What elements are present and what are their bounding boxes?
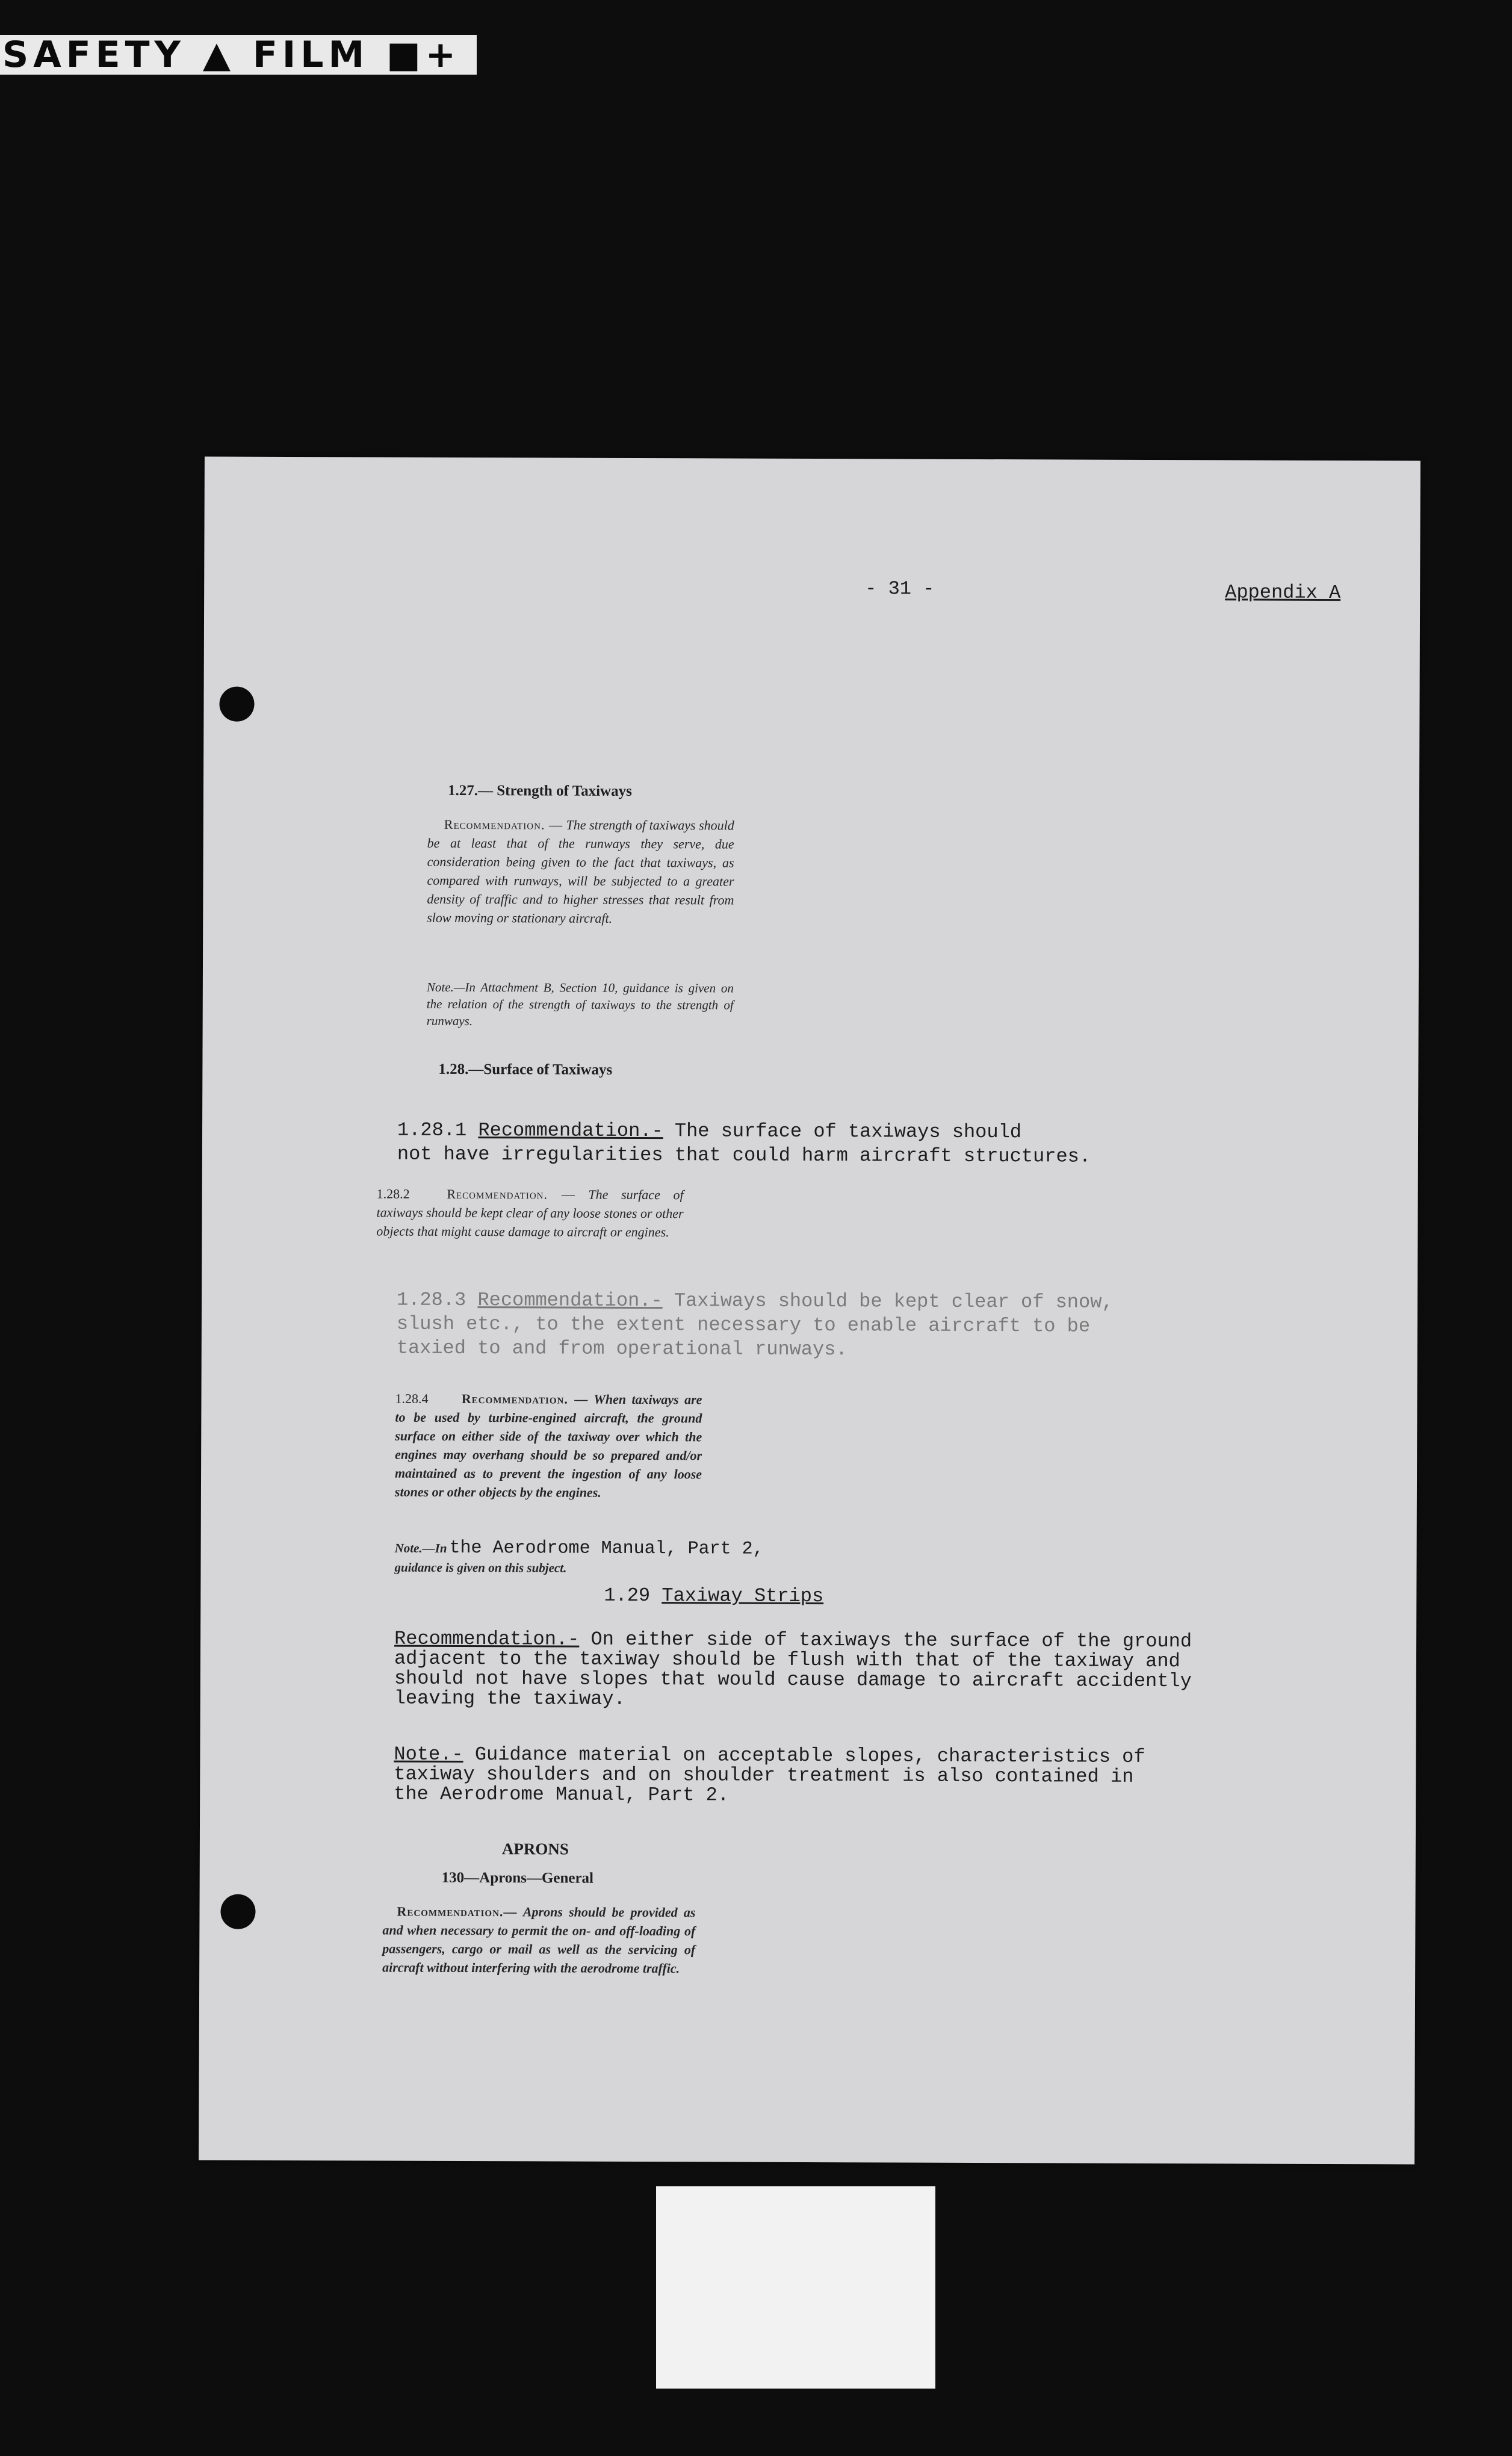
para-line: On either side of taxiways the surface of the ground [590, 1628, 1192, 1653]
para-line: taxiway shoulders and on shoulder treatment is also contained in [394, 1763, 1134, 1788]
para-line: leaving the taxiway. [394, 1687, 625, 1710]
section-1-28-note [394, 1536, 936, 1577]
para-line: adjacent to the taxiway should be flush with that of the taxiway and [394, 1647, 1180, 1673]
section-1-28-1 [397, 1118, 1180, 1170]
note-label: Note.- [394, 1743, 463, 1766]
page-number: - 31 - [865, 577, 935, 600]
note-tail: guidance is given on this subject. [394, 1560, 567, 1575]
punch-hole-top [219, 687, 254, 722]
recommendation-label: Recommendation. — [461, 1391, 589, 1407]
aprons-heading: APRONS [501, 1840, 569, 1858]
punch-hole-bottom [220, 1894, 255, 1929]
recommendation-text: The strength of taxiways should be at least that of the runways they serve, due consideration being given to the fact that taxiways, as compared with runways, will be subjected to a greater density of traffic and to higher stresses that result from slow moving or stationary aircraft. [427, 817, 734, 926]
safety-film-banner: SAFETY ▲ FILM ■+ [0, 35, 477, 75]
recommendation-label: Recommendation. — [444, 816, 563, 833]
section-1-29-note [394, 1744, 1236, 1807]
para-line: taxied to and from operational runways. [396, 1336, 847, 1361]
section-number: 1.29 [604, 1584, 651, 1607]
recommendation-label: Recommendation. — [447, 1186, 575, 1202]
para-line: not have irregularities that could harm aircraft structures. [397, 1143, 1091, 1168]
section-1-28-heading: 1.28.—Surface of Taxiways [438, 1061, 613, 1078]
section-1-29-heading [604, 1584, 823, 1608]
para-line: slush etc., to the extent necessary to enable aircraft to be [396, 1312, 1091, 1338]
para-line: Guidance material on acceptable slopes, characteristics of [474, 1743, 1145, 1768]
recommendation-label: Recommendation.— [397, 1903, 518, 1920]
section-1-28-2 [376, 1184, 683, 1241]
para-line: should not have slopes that would cause damage to aircraft accidently [394, 1667, 1192, 1693]
section-1-29-recommendation [394, 1629, 1237, 1711]
section-1-27-recommendation [427, 815, 734, 928]
section-1-27-note: Note.—In Attachment B, Section 10, guidance is given on the relation of the strength of taxiways to the strength of runways. [426, 979, 734, 1029]
para-text: When taxiways are to be used by turbine-engined aircraft, the ground surface on either side of the taxiway over which the engines may overhang should be so prepared and/or maintained as to prevent the ingestion of any loose stones or other objects by the engines. [394, 1391, 702, 1500]
document-page [199, 456, 1421, 2164]
recommendation-label: Recommendation.- [394, 1627, 580, 1651]
para-text: Aprons should be provided as and when necessary to permit the on- and off-loading of passengers, cargo or mail as well as the servicing of aircraft without interfering with the aerodrome traffic. [382, 1904, 696, 1976]
para-line: the Aerodrome Manual, Part 2. [394, 1782, 730, 1806]
section-1-28-4 [395, 1389, 702, 1502]
note-lead: Note.—In [394, 1540, 447, 1555]
recommendation-label: Recommendation.- [478, 1119, 663, 1143]
note-typed: the Aerodrome Manual, Part 2, [449, 1537, 764, 1560]
para-text: The surface of taxiways should be kept clear of any loose stones or other objects that might cause damage to aircraft or engines. [376, 1186, 684, 1240]
para-line: Taxiways should be kept clear of snow, [674, 1289, 1114, 1313]
para-number: 1.28.2 [376, 1186, 410, 1202]
blank-target-card [656, 2186, 935, 2389]
appendix-label: Appendix A [1225, 581, 1341, 604]
para-number: 1.28.1 [397, 1118, 467, 1142]
aprons-recommendation [382, 1902, 695, 1978]
recommendation-label: Recommendation.- [477, 1289, 663, 1312]
section-1-27-heading: 1.27.— Strength of Taxiways [447, 782, 632, 799]
aprons-subheading: 130—Aprons—General [441, 1869, 594, 1887]
para-number: 1.28.3 [396, 1288, 466, 1312]
para-number: 1.28.4 [395, 1391, 429, 1406]
section-title: Taxiway Strips [662, 1584, 824, 1608]
para-line: The surface of taxiways should [674, 1120, 1022, 1144]
section-1-28-3 [397, 1288, 1179, 1363]
